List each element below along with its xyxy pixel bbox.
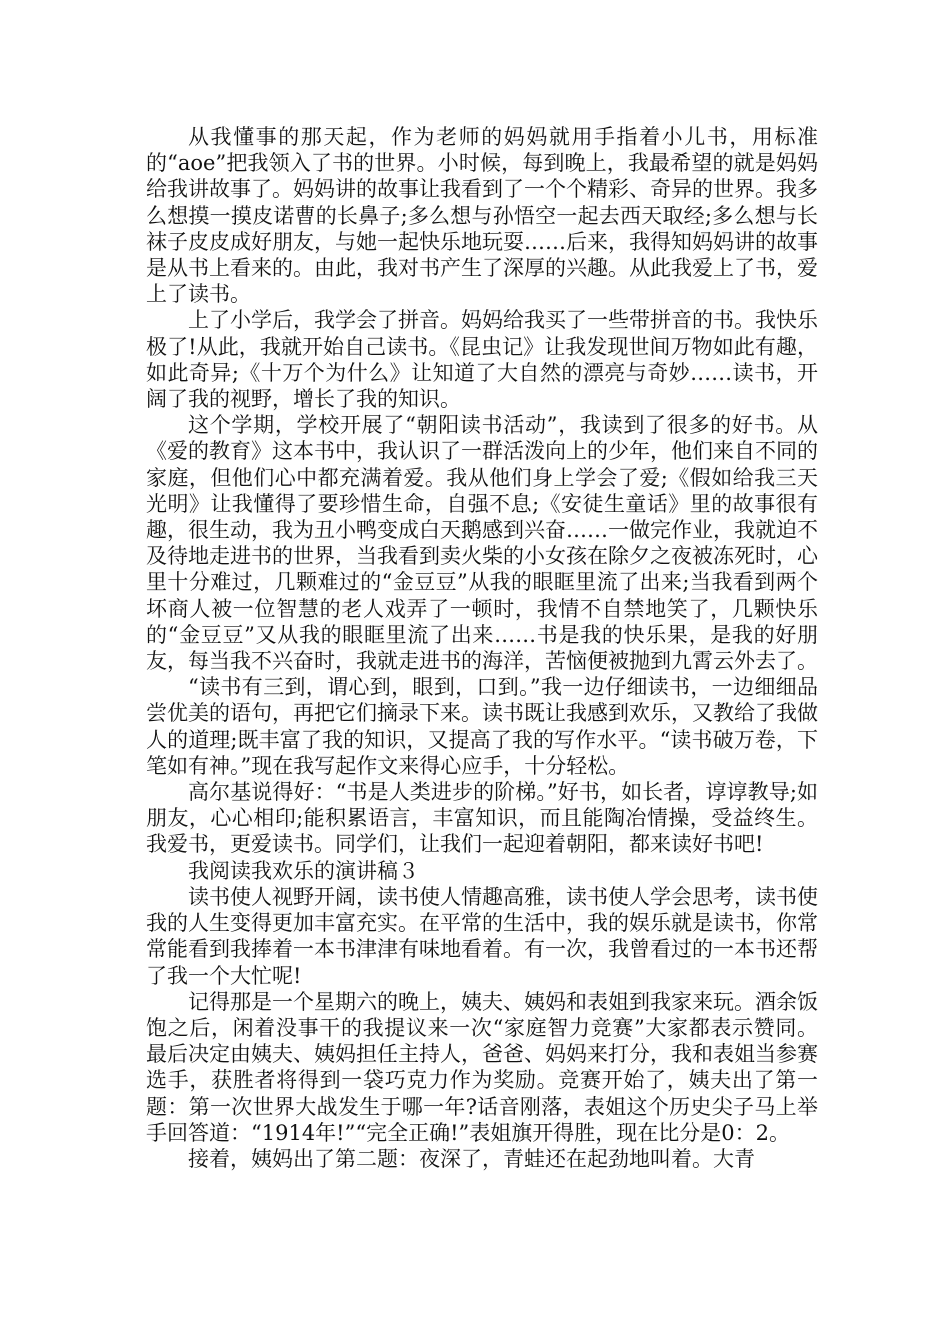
- paragraph-7: 记得那是一个星期六的晚上，姨夫、姨妈和表姐到我家来玩。酒余饭饱之后，闲着没事干的我提议来一次“家庭智力竞赛”大家都表示赞同。最后决定由姨夫、姨妈担任主持人，爸爸、妈妈来打分，我和表姐当参赛选手，获胜者将得到一袋巧克力作为奖励。竞赛开始了，姨夫出了第一题：第一次世界大战发生于哪一年?话音刚落，表姐这个历史尖子马上举手回答道：“1914年!”“完全正确!”表姐旗开得胜，现在比分是0：2。: [146, 989, 818, 1145]
- paragraph-6: 读书使人视野开阔，读书使人情趣高雅，读书使人学会思考，读书使我的人生变得更加丰富充实。在平常的生活中，我的娱乐就是读书，你常常能看到我捧着一本书津津有味地看着。有一次，我曾看过的一本书还帮了我一个大忙呢!: [146, 884, 818, 988]
- paragraph-5: 高尔基说得好：“书是人类进步的阶梯。”好书，如长者，谆谆教导;如朋友，心心相印;能积累语言，丰富知识，而且能陶冶情操，受益终生。我爱书，更爱读书。同学们，让我们一起迎着朝阳，都来读好书吧!: [146, 780, 818, 857]
- paragraph-4: “读书有三到，谓心到，眼到，口到。”我一边仔细读书，一边细细品尝优美的语句，再把它们摘录下来。读书既让我感到欢乐，又教给了我做人的道理;既丰富了我的知识，又提高了我的写作水平。“读书破万卷，下笔如有神。”现在我写起作文来得心应手，十分轻松。: [146, 675, 818, 778]
- paragraph-8: 接着，姨妈出了第二题：夜深了，青蛙还在起劲地叫着。大青: [188, 1146, 755, 1171]
- paragraph-3: 这个学期，学校开展了“朝阳读书活动”，我读到了很多的好书。从《爱的教育》这本书中，我认识了一群活泼向上的少年，他们来自不同的家庭，但他们心中都充满着爱。我从他们身上学会了爱;《假如给我三天光明》让我懂得了要珍惜生命，自强不息;《安徒生童话》里的故事很有趣，很生动，我为丑小鸭变成白天鹅感到兴奋……一做完作业，我就迫不及待地走进书的世界，当我看到卖火柴的小女孩在除夕之夜被冻死时，心里十分难过，几颗难过的“金豆豆”从我的眼眶里流了出来;当我看到两个坏商人被一位智慧的老人戏弄了一顿时，我情不自禁地笑了，几颗快乐的“金豆豆”又从我的眼眶里流了出来……书是我的快乐果，是我的好朋友，每当我不兴奋时，我就走进书的海洋，苦恼便被抛到九霄云外去了。: [146, 413, 818, 674]
- article-body: [146, 124, 818, 1172]
- paragraph-2: 上了小学后，我学会了拼音。妈妈给我买了一些带拼音的书。我快乐极了!从此，我就开始自己读书。《昆虫记》让我发现世间万物如此有趣，如此奇异;《十万个为什么》让知道了大自然的漂亮与奇妙……读书，开阔了我的视野，增长了我的知识。: [146, 308, 818, 412]
- section-heading: 我阅读我欢乐的演讲稿３: [188, 858, 419, 883]
- paragraph-1: 从我懂事的那天起，作为老师的妈妈就用手指着小儿书，用标准的“aoe”把我领入了书的世界。小时候，每到晚上，我最希望的就是妈妈给我讲故事了。妈妈讲的故事让我看到了一个个精彩、奇异的世界。我多么想摸一摸皮诺曹的长鼻子;多么想与孙悟空一起去西天取经;多么想与长袜子皮皮成好朋友，与她一起快乐地玩耍……后来，我得知妈妈讲的故事是从书上看来的。由此，我对书产生了深厚的兴趣。从此我爱上了书，爱上了读书。: [146, 125, 818, 307]
